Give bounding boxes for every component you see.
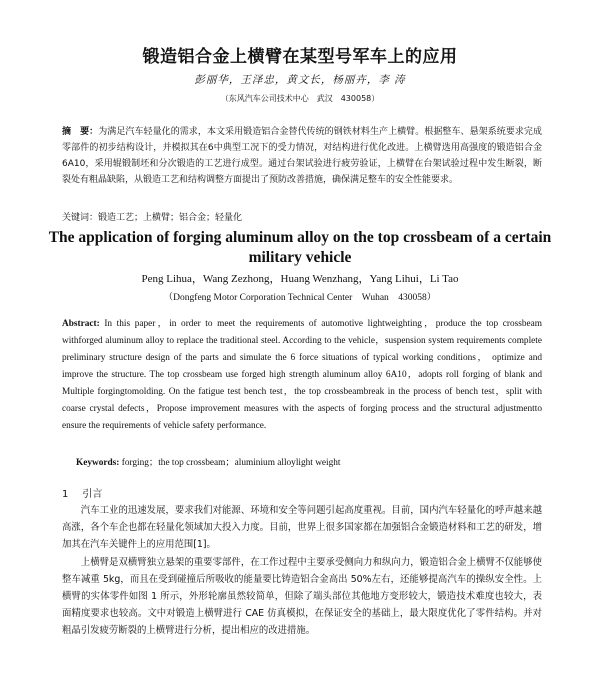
- abstract-cn-label: 摘 要：: [62, 127, 99, 137]
- keywords-en-text: forging；the top crossbeam；aluminium alloylight weight: [121, 458, 341, 468]
- affiliation-cn: （东风汽车公司技术中心 武汉 430058）: [220, 94, 380, 103]
- section-title: 引言: [82, 489, 103, 500]
- abstract-en-text: In this paper，in order to meet the requirements of automotive lightweighting，produce the top crossbeam withforged aluminum alloy to replace the traditional steel. According to the vehicle，suspension system requirements complete preliminary structure design of the parts and simulate the 6 force situations of typical working conditions， optimize and improve the structure. The top crossbeam use forged high strength aluminum alloy 6A10，adopts roll forging of blank and Multiple forgingtomolding. On the fatigue test bench test，the top crossbeambreak in the process of bench test，split with coarse crystal defects，Propose improvement measures with the aspects of forging process and the structural adjustmentto ensure the requirements of vehicle safety performance.: [62, 319, 542, 431]
- abstract-cn-text: 为满足汽车轻量化的需求，本文采用锻造铝合金替代传统的钢铁材料生产上横臂。根据整车、悬架系统要求完成零部件的初步结构设计，并模拟其在6中典型工况下的受力情况，对结构进行优化改进。上横臂选用高强度的锻造铝合金 6A10，采用辊锻制坯和分次锻造的工艺进行成型。通过台架试验进行疲劳验证，上横臂在台架试验过程中发生断裂，断裂处有粗晶缺陷，从锻造工艺和结构调整方面提出了预防改善措施，确保满足整车的安全性能要求。: [62, 127, 542, 185]
- abstract-en: [62, 316, 542, 435]
- title-cn: 锻造铝合金上横臂在某型号军车上的应用: [142, 47, 458, 67]
- keywords-cn: 关键词：锻造工艺；上横臂；铝合金；轻量化: [62, 213, 243, 223]
- body-paragraph-1: 汽车工业的迅速发展，要求我们对能源、环境和安全等问题引起高度重视。目前，国内汽车轻量化的呼声越来越高涨，各个车企也都在轻量化领域加大投入力度。目前，世界上很多国家都在加强铝合金锻造材料和工艺的研发，增加其在汽车关键件上的应用范围[1]。: [62, 505, 542, 550]
- abstract-cn: [62, 124, 542, 188]
- authors-cn: 彭丽华，王泽忠，黄文长，杨丽卉，李 涛: [194, 74, 406, 86]
- authors-en: Peng Lihua，Wang Zezhong，Huang Wenzhang，Yang Lihui，Li Tao: [141, 273, 459, 285]
- section-number: 1: [62, 489, 69, 500]
- title-en: The application of forging aluminum alloy on the top crossbeam of a certain military vehicle: [48, 229, 552, 266]
- affiliation-en: （Dongfeng Motor Corporation Technical Center Wuhan 430058）: [163, 293, 437, 303]
- keywords-en: [76, 454, 542, 468]
- keywords-en-label: Keywords:: [76, 458, 120, 468]
- section-heading: [62, 485, 102, 500]
- abstract-en-label: Abstract:: [62, 319, 100, 329]
- body-paragraph-2: 上横臂是双横臂独立悬架的重要零部件，在工作过程中主要承受侧向力和纵向力，锻造铝合金上横臂不仅能够使整车减重 5kg，而且在受到碰撞后所吸收的能量要比铸造铝合金高出 50%左右，还能够提高汽车的操纵安全性。上横臂的实体零件如图 1 所示，外形轮廓虽然较简单，但除了端头部位其他地方变形较大，锻造技术难度也较大，表面精度要求也较高。文中对锻造上横臂进行 CAE 仿真模拟，在保证安全的基础上，最大限度优化了零件结构。并对粗晶引发疲劳断裂的上横臂进行分析，提出相应的改进措施。: [62, 557, 542, 636]
